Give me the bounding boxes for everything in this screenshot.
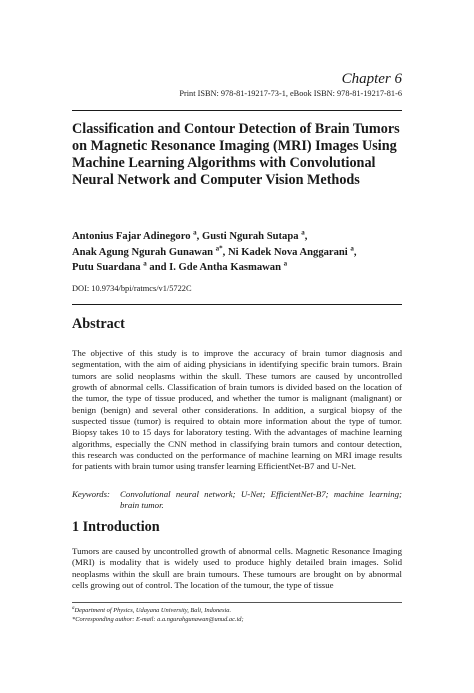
author-name: Anak Agung Ngurah Gunawan [72, 246, 214, 258]
abstract-text: The objective of this study is to improve the accuracy of brain tumor diagnosis and segmentation, with the aim of aiding physicians in identifying specific brain tumors. Brain tumors are solid neoplasms within the skull. These tumors are caused by uncontrolled growth of abnormal cells. Classification of brain tumors is divided based on the location of the tumor, the type of tissue produced, and whether the tumor is malignant (malignant) or benign (benign) and several other considerations. In addition, a surgical biopsy of the suspected tissue (tumor) is required to obtain more information about the type of tumor. Biopsy takes 10 to 15 days for laboratory testing. With the advantages of machine learning algorithms, especially the CNN method in classifying brain tumors and contour detection, this research was conducted on the performance of machine learning on MRI image results for patients with brain tumor using transfer learning EfficientNet-B7 and U-Net. [72, 348, 402, 472]
author-name: Antonius Fajar Adinegoro [72, 231, 191, 242]
author-list: Antonius Fajar Adinegoro $^a$, Gusti Ngurah Sutapa $^a$, Anak Agung Ngurah Gunawan $^{a*}$, Ni Kadek Nova Anggarani $^a$, Putu Suardana $^a$ and I. Gde Antha Kasmawan $^a$ [72, 228, 357, 273]
keywords-label: Keywords: [72, 489, 110, 499]
keywords-text: Convolutional neural network; U-Net; EfficientNet-B7; machine learning; brain tumor. [120, 489, 402, 511]
author-affiliation-mark: a [301, 228, 305, 237]
paper-title: Classification and Contour Detection of Brain Tumors on Magnetic Resonance Imaging (MRI) Images Using Machine Learning Algorithms with Convolutional Neural Network and Computer Vision Methods [72, 121, 400, 188]
author-affiliation-mark: a [350, 243, 354, 252]
author-affiliation-mark: a* [215, 243, 223, 252]
author-name: Putu Suardana [72, 262, 141, 273]
abstract-heading: Abstract [72, 316, 125, 332]
chapter-label: Chapter 6 [341, 71, 402, 87]
author-affiliation-mark: a [143, 259, 147, 268]
affiliation-mark: a [72, 605, 75, 611]
affiliation-text: Department of Physics, Udayana University, Bali, Indonesia. [74, 607, 232, 614]
introduction-text: Tumors are caused by uncontrolled growth of abnormal cells. Magnetic Resonance Imaging (MRI) is modality that is widely used to produce highly detailed brain images. Solid neoplasms within the skull are brain tumours. These tumours are brought on by abnormal cells growing out of control. The location of the tumour, the type of tissue [72, 546, 402, 591]
author-name: Ni Kadek Nova Anggarani [227, 246, 348, 258]
abstract-top-rule [72, 304, 402, 305]
author-name: Gusti Ngurah Sutapa [201, 231, 299, 242]
author-name: I. Gde Antha Kasmawan [169, 262, 281, 273]
header-rule [72, 110, 402, 111]
corresponding-author-footnote: *Corresponding author: E-mail: a.a.ngurahgunawan@unud.ac.id; [72, 616, 244, 623]
author-affiliation-mark: a [283, 259, 288, 268]
footnote-rule [72, 602, 402, 603]
introduction-heading: 1 Introduction [72, 519, 160, 535]
isbn-line: Print ISBN: 978-81-19217-73-1, eBook ISBN: 978-81-19217-81-6 [179, 89, 402, 98]
affiliation-footnote [72, 607, 402, 616]
author-affiliation-mark: a [193, 228, 197, 237]
doi-line: DOI: 10.9734/bpi/ratmcs/v1/5722C [72, 284, 192, 293]
